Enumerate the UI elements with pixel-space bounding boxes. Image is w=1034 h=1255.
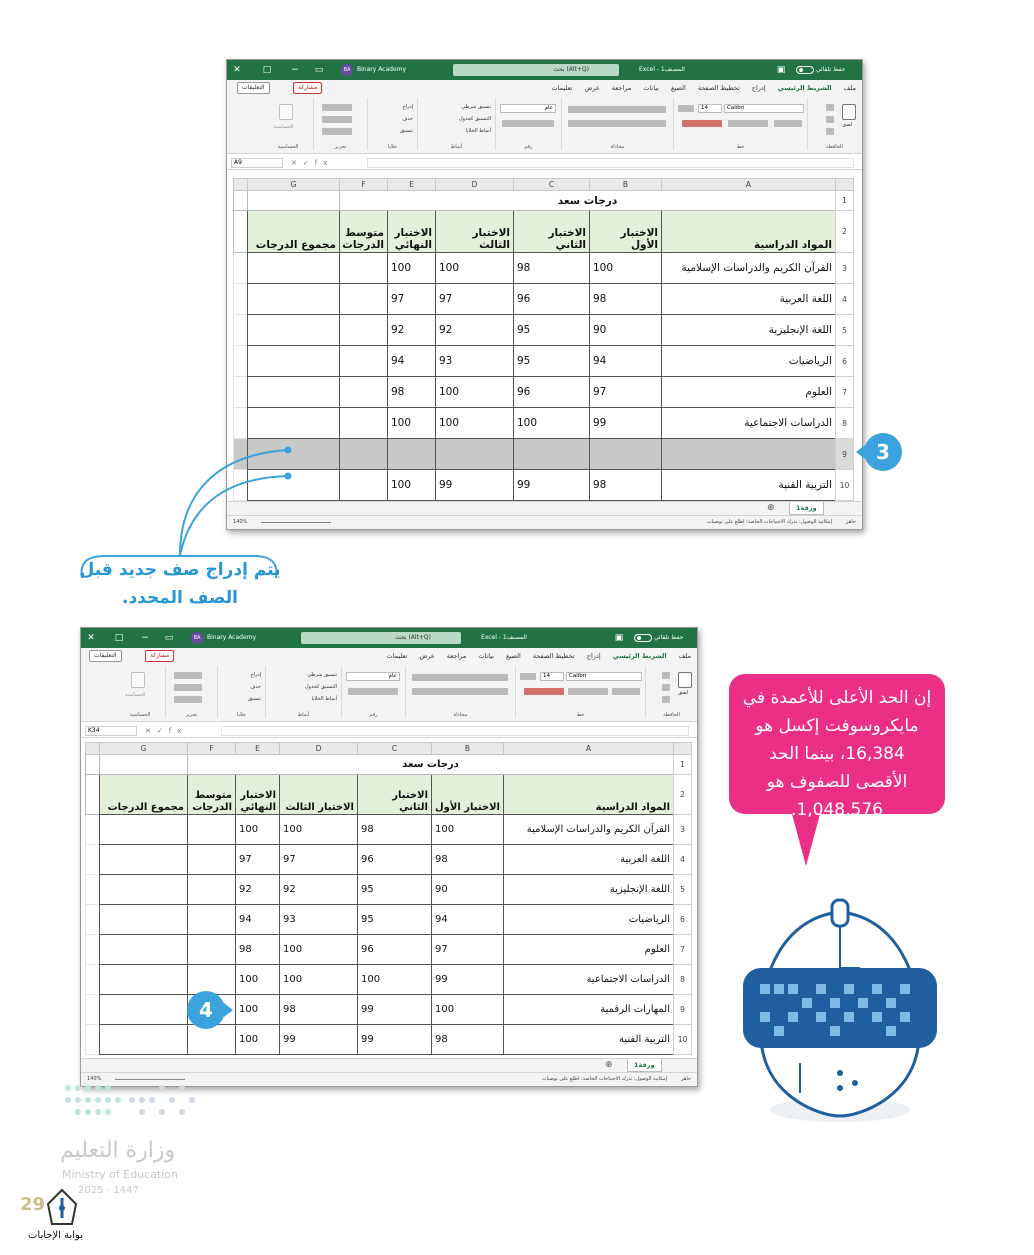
score-cell[interactable]: 95 [514, 315, 590, 346]
subject-cell[interactable]: اللغة العربية [662, 284, 836, 315]
score-cell[interactable]: 100 [280, 815, 358, 845]
score-cell[interactable]: 100 [514, 408, 590, 439]
insert-cells-button[interactable]: إدراج [250, 672, 261, 678]
row-header[interactable]: 2 [674, 775, 692, 815]
tab-file[interactable]: ملف [678, 652, 691, 660]
comments-button[interactable]: التعليقات [89, 650, 122, 662]
alignment-group: محاذاة [561, 98, 673, 150]
close-icon[interactable]: ✕ [233, 65, 241, 75]
column-header-b[interactable]: B [590, 179, 662, 191]
tab-page-layout[interactable]: تخطيط الصفحة [697, 84, 740, 92]
sensitivity-group: الحساسية الحساسية [263, 98, 313, 150]
score-cell[interactable]: 100 [280, 965, 358, 995]
save-icon[interactable]: ▣ [776, 65, 786, 75]
alignment-group: محاذاة [405, 666, 515, 718]
score-cell[interactable]: 94 [236, 905, 280, 935]
tab-help[interactable]: تعليمات [386, 652, 408, 660]
row-header[interactable]: 6 [836, 346, 854, 377]
format-cells-button[interactable]: تنسيق [399, 128, 413, 134]
sheet-tab[interactable]: ورقة1 [789, 502, 824, 515]
score-cell[interactable]: 98 [432, 845, 504, 875]
avatar[interactable]: BA [341, 64, 353, 76]
number-format-box[interactable]: عام [500, 104, 556, 113]
score-cell[interactable]: 100 [358, 965, 432, 995]
tab-insert[interactable]: إدراج [751, 84, 766, 92]
score-cell[interactable]: 96 [514, 284, 590, 315]
cells-group: إدراج حذف تنسيق خلايا [367, 98, 417, 150]
page-number: 29 [20, 1194, 46, 1215]
ministry-name-english: Ministry of Education [62, 1168, 179, 1181]
search-box[interactable]: بحث (Alt+Q) [301, 632, 461, 644]
score-cell[interactable]: 98 [590, 284, 662, 315]
row-header[interactable]: 8 [836, 408, 854, 439]
step-3-badge: 3 [864, 433, 902, 471]
tab-formulas[interactable]: الصيغ [670, 84, 686, 92]
column-header-d[interactable]: D [436, 179, 514, 191]
delete-cells-button[interactable]: حذف [402, 116, 413, 122]
account-name: Binary Academy [357, 66, 407, 73]
autosave-toggle[interactable]: حفظ تلقائي [631, 632, 683, 644]
column-header-g[interactable]: G [100, 743, 188, 755]
minimize-icon[interactable]: − [291, 65, 299, 75]
score-cell[interactable]: 100 [432, 815, 504, 845]
restore-icon[interactable]: □ [262, 65, 272, 75]
tab-data[interactable]: بيانات [478, 652, 494, 660]
tab-home[interactable]: الشريط الرئيسي [607, 648, 673, 666]
share-button[interactable]: مشاركة [145, 650, 174, 662]
number-format-box[interactable]: عام [346, 672, 400, 681]
score-cell[interactable]: 99 [590, 408, 662, 439]
header-final[interactable]: الاختبار النهائي [388, 211, 436, 253]
score-cell[interactable]: 100 [236, 965, 280, 995]
zoom-level[interactable]: 140% [87, 1076, 102, 1082]
font-group: Calibri 14 خط [673, 98, 807, 150]
column-header-b[interactable]: B [432, 743, 504, 755]
tab-file[interactable]: ملف [843, 84, 856, 92]
score-cell[interactable]: 93 [280, 905, 358, 935]
header-average[interactable]: متوسط الدرجات [188, 775, 236, 815]
column-header-e[interactable]: E [236, 743, 280, 755]
row-header[interactable]: 9 [674, 995, 692, 1025]
score-cell[interactable]: 100 [388, 470, 436, 501]
score-cell[interactable]: 100 [436, 377, 514, 408]
header-test-1[interactable]: الاختبار الأول [432, 775, 504, 815]
clipboard-group: لصق الحافظة [645, 666, 697, 718]
column-header-e[interactable]: E [388, 179, 436, 191]
score-cell[interactable]: 90 [432, 875, 504, 905]
column-header-a[interactable]: A [662, 179, 836, 191]
ribbon-display-icon[interactable]: ▭ [314, 65, 324, 75]
font-size-box[interactable]: 14 [540, 672, 564, 681]
score-cell[interactable]: 100 [590, 253, 662, 284]
format-as-table-button[interactable]: التنسيق كجدول [459, 116, 491, 122]
delete-cells-button[interactable]: حذف [250, 684, 261, 690]
header-final[interactable]: الاختبار النهائي [236, 775, 280, 815]
score-cell[interactable]: 94 [432, 905, 504, 935]
tab-help[interactable]: تعليمات [551, 84, 573, 92]
comments-button[interactable]: التعليقات [237, 82, 270, 94]
close-icon[interactable]: ✕ [87, 633, 95, 643]
score-cell[interactable]: 92 [236, 875, 280, 905]
header-test-3[interactable]: الاختبار الثالث [436, 211, 514, 253]
name-box[interactable]: A9 [231, 158, 283, 168]
subject-cell[interactable]: اللغة الإنجليزية [504, 875, 674, 905]
editing-group: تحرير [313, 98, 367, 150]
column-header-c[interactable]: C [358, 743, 432, 755]
score-cell[interactable]: 98 [358, 815, 432, 845]
score-cell[interactable]: 97 [590, 377, 662, 408]
file-name: Excel - المصنف1 [481, 634, 527, 641]
ministry-logo-dots-icon [62, 1080, 202, 1124]
row-header[interactable]: 7 [836, 377, 854, 408]
conditional-formatting-button[interactable]: تنسيق شرطي [307, 672, 337, 678]
column-header-f[interactable]: F [188, 743, 236, 755]
clipboard-group: لصق الحافظة [807, 98, 861, 150]
row-header[interactable]: 9 [836, 439, 854, 470]
cell-styles-button[interactable]: أنماط الخلايا [465, 128, 491, 134]
header-total[interactable]: مجموع الدرجات [100, 775, 188, 815]
subject-cell[interactable]: القرآن الكريم والدراسات الإسلامية [504, 815, 674, 845]
styles-group: تنسيق شرطي التنسيق كجدول أنماط الخلايا أنماط [265, 666, 341, 718]
format-cells-button[interactable]: تنسيق [247, 696, 261, 702]
editing-group: تحرير [165, 666, 217, 718]
step-4-badge: 4 [187, 991, 225, 1029]
brand-name: بوابة الإجابات [28, 1230, 84, 1241]
score-cell[interactable]: 95 [358, 875, 432, 905]
tab-insert[interactable]: إدراج [586, 652, 601, 660]
header-subjects[interactable]: المواد الدراسية [662, 211, 836, 253]
subject-cell[interactable]: اللغة الإنجليزية [662, 315, 836, 346]
row-header[interactable]: 1 [674, 755, 692, 775]
score-cell[interactable]: 100 [236, 1025, 280, 1055]
row-header[interactable]: 3 [836, 253, 854, 284]
ministry-year: 2025 - 1447 [78, 1185, 139, 1196]
name-box[interactable]: K34 [85, 726, 137, 736]
minimize-icon[interactable]: − [141, 633, 149, 643]
avatar[interactable]: BA [191, 632, 203, 644]
score-cell[interactable]: 92 [436, 315, 514, 346]
header-subjects[interactable]: المواد الدراسية [504, 775, 674, 815]
score-cell[interactable]: 98 [280, 995, 358, 1025]
score-cell[interactable]: 98 [514, 253, 590, 284]
score-cell[interactable]: 100 [236, 995, 280, 1025]
status-accessibility[interactable]: إمكانية الوصول: تدرك الاحتياجات الخاصة: اطلع على توصيات [706, 519, 832, 525]
header-test-3[interactable]: الاختبار الثالث [280, 775, 358, 815]
tab-data[interactable]: بيانات [643, 84, 659, 92]
subject-cell[interactable]: الرياضيات [662, 346, 836, 377]
excel-limits-fact-bubble: إن الحد الأعلى للأعمدة في مايكروسوفت إكسل هو 16,384، بينما الحد الأقصى للصفوف هو 1,048,576. [729, 674, 945, 814]
score-cell[interactable]: 97 [432, 935, 504, 965]
row-header[interactable]: 4 [674, 845, 692, 875]
sensitivity-group: الحساسية الحساسية [115, 666, 165, 718]
subject-cell[interactable]: التربية الفنية [662, 470, 836, 501]
cell-styles-button[interactable]: أنماط الخلايا [311, 696, 337, 702]
account-name: Binary Academy [207, 634, 257, 641]
column-header-a[interactable]: A [504, 743, 674, 755]
insert-cells-button[interactable]: إدراج [402, 104, 413, 110]
status-ready: جاهز [680, 1076, 691, 1082]
share-button[interactable]: مشاركة [293, 82, 322, 94]
status-accessibility[interactable]: إمكانية الوصول: تدرك الاحتياجات الخاصة: اطلع على توصيات [541, 1076, 667, 1082]
styles-group: تنسيق شرطي التنسيق كجدول أنماط الخلايا أنماط [417, 98, 495, 150]
status-ready: جاهز [845, 519, 856, 525]
conditional-formatting-button[interactable]: تنسيق شرطي [461, 104, 491, 110]
subject-cell[interactable]: الرياضيات [504, 905, 674, 935]
fx-icon[interactable]: ✕✓fx [145, 727, 188, 735]
header-total[interactable]: مجموع الدرجات [248, 211, 340, 253]
tab-view[interactable]: عرض [584, 84, 600, 92]
restore-icon[interactable]: □ [114, 633, 124, 643]
subject-cell[interactable]: الدراسات الاجتماعية [662, 408, 836, 439]
fx-icon[interactable]: ✕✓fx [291, 159, 334, 167]
score-cell[interactable]: 93 [436, 346, 514, 377]
score-cell[interactable]: 99 [432, 965, 504, 995]
tab-view[interactable]: عرض [419, 652, 435, 660]
number-group: عام رقم [341, 666, 405, 718]
pen-nib-logo-icon [42, 1188, 82, 1228]
score-cell[interactable]: 100 [236, 815, 280, 845]
robot-mascot-icon [740, 898, 940, 1128]
row-header[interactable]: 10 [674, 1025, 692, 1055]
row-header[interactable]: 1 [836, 191, 854, 211]
row-header[interactable]: 2 [836, 211, 854, 253]
column-header-d[interactable]: D [280, 743, 358, 755]
score-cell[interactable]: 92 [388, 315, 436, 346]
column-header-g[interactable]: G [248, 179, 340, 191]
row-header[interactable]: 8 [674, 965, 692, 995]
header-test-2[interactable]: الاختبار الثاني [514, 211, 590, 253]
sheet-title[interactable]: درجات سعد [340, 191, 836, 211]
subject-cell[interactable]: الدراسات الاجتماعية [504, 965, 674, 995]
score-cell[interactable]: 98 [432, 1025, 504, 1055]
add-sheet-icon[interactable]: ⊕ [767, 503, 775, 513]
insert-row-note: يتم إدراج صف جديد قبل الصف المحدد. [79, 560, 281, 608]
add-sheet-icon[interactable]: ⊕ [605, 1060, 613, 1070]
score-cell[interactable]: 97 [436, 284, 514, 315]
subject-cell[interactable]: العلوم [662, 377, 836, 408]
row-header[interactable]: 6 [674, 905, 692, 935]
score-cell[interactable]: 100 [388, 408, 436, 439]
font-group: Calibri 14 خط [515, 666, 645, 718]
font-name-box[interactable]: Calibri [566, 672, 642, 681]
score-cell[interactable]: 94 [388, 346, 436, 377]
score-cell[interactable]: 90 [590, 315, 662, 346]
zoom-level[interactable]: 140% [233, 519, 248, 525]
score-cell[interactable]: 100 [436, 253, 514, 284]
score-cell[interactable]: 94 [590, 346, 662, 377]
score-cell[interactable]: 95 [514, 346, 590, 377]
number-group: عام رقم [495, 98, 561, 150]
score-cell[interactable]: 97 [280, 845, 358, 875]
sheet-tab[interactable]: ورقة1 [627, 1059, 662, 1072]
score-cell[interactable]: 100 [436, 408, 514, 439]
subject-cell[interactable]: التربية الفنية [504, 1025, 674, 1055]
row-header[interactable]: 3 [674, 815, 692, 845]
row-header[interactable]: 5 [674, 875, 692, 905]
format-as-table-button[interactable]: التنسيق كجدول [305, 684, 337, 690]
subject-cell[interactable]: المهارات الرقمية [504, 995, 674, 1025]
score-cell[interactable]: 99 [358, 1025, 432, 1055]
score-cell[interactable]: 100 [388, 253, 436, 284]
column-header-f[interactable]: F [340, 179, 388, 191]
save-icon[interactable]: ▣ [614, 633, 624, 643]
score-cell[interactable]: 100 [432, 995, 504, 1025]
score-cell[interactable]: 99 [280, 1025, 358, 1055]
row-header[interactable]: 5 [836, 315, 854, 346]
font-name-box[interactable]: Calibri [724, 104, 804, 113]
score-cell[interactable]: 100 [280, 935, 358, 965]
tab-home[interactable]: الشريط الرئيسي [772, 80, 838, 98]
sheet-title[interactable]: درجات سعد [188, 755, 674, 775]
ribbon-display-icon[interactable]: ▭ [164, 633, 174, 643]
score-cell[interactable]: 98 [236, 935, 280, 965]
score-cell[interactable]: 96 [358, 935, 432, 965]
row-header[interactable]: 7 [674, 935, 692, 965]
column-header-c[interactable]: C [514, 179, 590, 191]
score-cell[interactable]: 96 [358, 845, 432, 875]
header-average[interactable]: متوسط الدرجات [340, 211, 388, 253]
header-test-1[interactable]: الاختبار الأول [590, 211, 662, 253]
score-cell[interactable]: 97 [236, 845, 280, 875]
subject-cell[interactable]: العلوم [504, 935, 674, 965]
header-test-2[interactable]: الاختبار الثاني [358, 775, 432, 815]
tab-page-layout[interactable]: تخطيط الصفحة [532, 652, 575, 660]
search-box[interactable]: بحث (Alt+Q) [453, 64, 619, 76]
score-cell[interactable]: 92 [280, 875, 358, 905]
score-cell[interactable]: 98 [388, 377, 436, 408]
score-cell[interactable]: 95 [358, 905, 432, 935]
row-header[interactable]: 4 [836, 284, 854, 315]
score-cell[interactable]: 99 [358, 995, 432, 1025]
score-cell[interactable]: 99 [514, 470, 590, 501]
score-cell[interactable]: 99 [436, 470, 514, 501]
score-cell[interactable]: 98 [590, 470, 662, 501]
file-name: Excel - المصنف1 [639, 66, 685, 73]
ministry-name-arabic: وزارة التعليم [60, 1138, 176, 1163]
autosave-toggle[interactable]: حفظ تلقائي [793, 64, 845, 76]
cells-group: إدراج حذف تنسيق خلايا [217, 666, 265, 718]
subject-cell[interactable]: القرآن الكريم والدراسات الإسلامية [662, 253, 836, 284]
font-size-box[interactable]: 14 [698, 104, 722, 113]
score-cell[interactable]: 97 [388, 284, 436, 315]
tab-review[interactable]: مراجعة [611, 84, 632, 92]
score-cell[interactable]: 96 [514, 377, 590, 408]
subject-cell[interactable]: اللغة العربية [504, 845, 674, 875]
tab-formulas[interactable]: الصيغ [505, 652, 521, 660]
row-header[interactable]: 10 [836, 470, 854, 501]
tab-review[interactable]: مراجعة [446, 652, 467, 660]
